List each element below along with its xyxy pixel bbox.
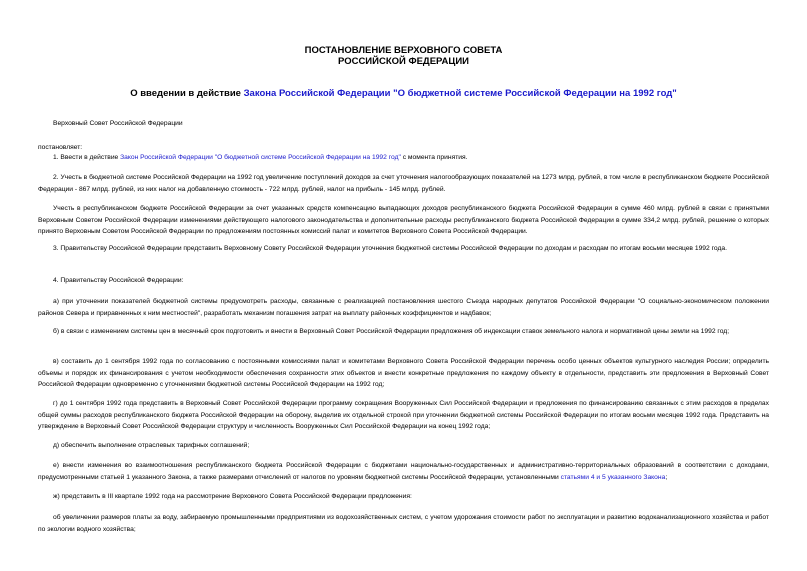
paragraph-4e [38, 460, 769, 483]
paragraph-4v: в) составить до 1 сентября 1992 года по согласованию с постоянными комиссиями палат и комитетами Верховного Совета Российской Федерации перечень особо ценных объектов культурного наследия России; определить объемы и порядок их финансирования с учетом необходимости обеспечения сохранности этих объектов и внести конкретные предложения по каждому объекту в отдельности, представить эти предложения в Верховный Совет Российской Федерации одновременно с уточнениями бюджетной системы Российской Федерации на 1992 год; [38, 358, 769, 389]
title-line-1: ПОСТАНОВЛЕНИЕ ВЕРХОВНОГО СОВЕТА [304, 45, 503, 56]
paragraph-4: 4. Правительству Российской Федерации: [53, 277, 184, 284]
paragraph-4d: д) обеспечить выполнение отраслевых тарифных соглашений; [53, 442, 250, 449]
p1-suffix: с момента принятия. [400, 154, 468, 161]
p4e-text: е) внести изменения во взаимоотношения республиканского бюджета Российской Федерации с бюджетами национально-государственных и административно-территориальных образований в соответствии с доходами, предусмотренными статьей 1 указанного Закона, а также размерами отчислений от налогов по уровням бюджетной системы Российской Федерации, установленными [38, 462, 769, 481]
paragraph-2b: Учесть в республиканском бюджете Российской Федерации за счет указанных средств компенсацию выпадающих доходов республиканского бюджета Российской Федерации в сумме 460 млрд. рублей в связи с принятыми Верховным Советом Российской Федерации изменениями действующего налогового законодательства и дополнительные расходы республиканского бюджета Российской Федерации в сумме 334,2 млрд. рублей, решение о которых принято Верховным Советом Российской Федерации по предложениям постоянных комиссий палат и комитетов Верховного Совета Российской Федерации. [38, 205, 769, 236]
paragraph-2: 2. Учесть в бюджетной системе Российской Федерации на 1992 год увеличение поступлений доходов за счет уточнения налогообразующих показателей на 1273 млрд. рублей, в том числе в республиканском бюджете Российской Федерации - 867 млрд. рублей, из них налог на добавленную стоимость - 722 млрд. рублей, налог на прибыль - 145 млрд. рублей. [38, 174, 769, 193]
document-subtitle [0, 88, 807, 99]
paragraph-3: 3. Правительству Российской Федерации представить Верховному Совету Российской Федерации уточнения бюджетной системы Российской Федерации по доходам и расходам по итогам восьми месяцев 1992 года. [53, 245, 727, 252]
p4e-articles-link[interactable]: статьями 4 и 5 указанного Закона [560, 473, 666, 481]
decree-text: постановляет: [38, 144, 83, 151]
paragraph-4b: б) в связи с изменением системы цен в месячный срок подготовить и внести в Верховный Совет Российской Федерации предложения об индексации ставок земельного налога и нормативной цены земли на 1992 год; [53, 328, 730, 335]
title-line-2: РОССИЙСКОЙ ФЕДЕРАЦИИ [337, 56, 469, 67]
issuer-text: Верховный Совет Российской Федерации [53, 120, 183, 127]
paragraph-1 [38, 152, 769, 164]
document-title [0, 45, 807, 67]
p4e-end: ; [665, 473, 668, 481]
paragraph-4g: г) до 1 сентября 1992 года представить в Верховный Совет Российской Федерации программу сокращения Вооруженных Сил Российской Федерации и предложения по финансированию связанных с этим расходов в пределах общей суммы расходов республиканского бюджета Российской Федерации на оборону, выделив их отдельной строкой при уточнении бюджетной системы Российской Федерации по итогам восьми месяцев 1992 года. Представить на утверждение в Верховный Совет Российской Федерации структуру и численность Вооруженных Сил Российской Федерации на конец 1992 года; [38, 400, 769, 431]
paragraph-4zh-water: об увеличении размеров платы за воду, забираемую промышленными предприятиями из водохозяйственных систем, с учетом удорожания стоимости работ по эксплуатации и развитию водоканализационного хозяйства и работ по экологии водного хозяйства; [38, 514, 769, 533]
p1-prefix: 1. Ввести в действие [53, 154, 121, 161]
paragraph-4zh: ж) представить в III квартале 1992 года на рассмотрение Верховного Совета Российской Федерации предложения: [53, 493, 412, 500]
p1-law-link[interactable]: Закон Российской Федерации "О бюджетной системе Российской Федерации на 1992 год" [120, 154, 401, 161]
subtitle-law-link[interactable]: Закона Российской Федерации "О бюджетной системе Российской Федерации на 1992 год" [243, 88, 677, 99]
paragraph-4a: а) при уточнении показателей бюджетной системы предусмотреть расходы, связанные с реализацией постановления шестого Съезда народных депутатов Российской Федерации "О социально-экономическом положении районов Севера и приравненных к ним местностей", разработать механизм погашения затрат на выплату районных коэффициентов и надбавок; [38, 298, 769, 317]
subtitle-prefix: О введении в действие [130, 88, 244, 99]
